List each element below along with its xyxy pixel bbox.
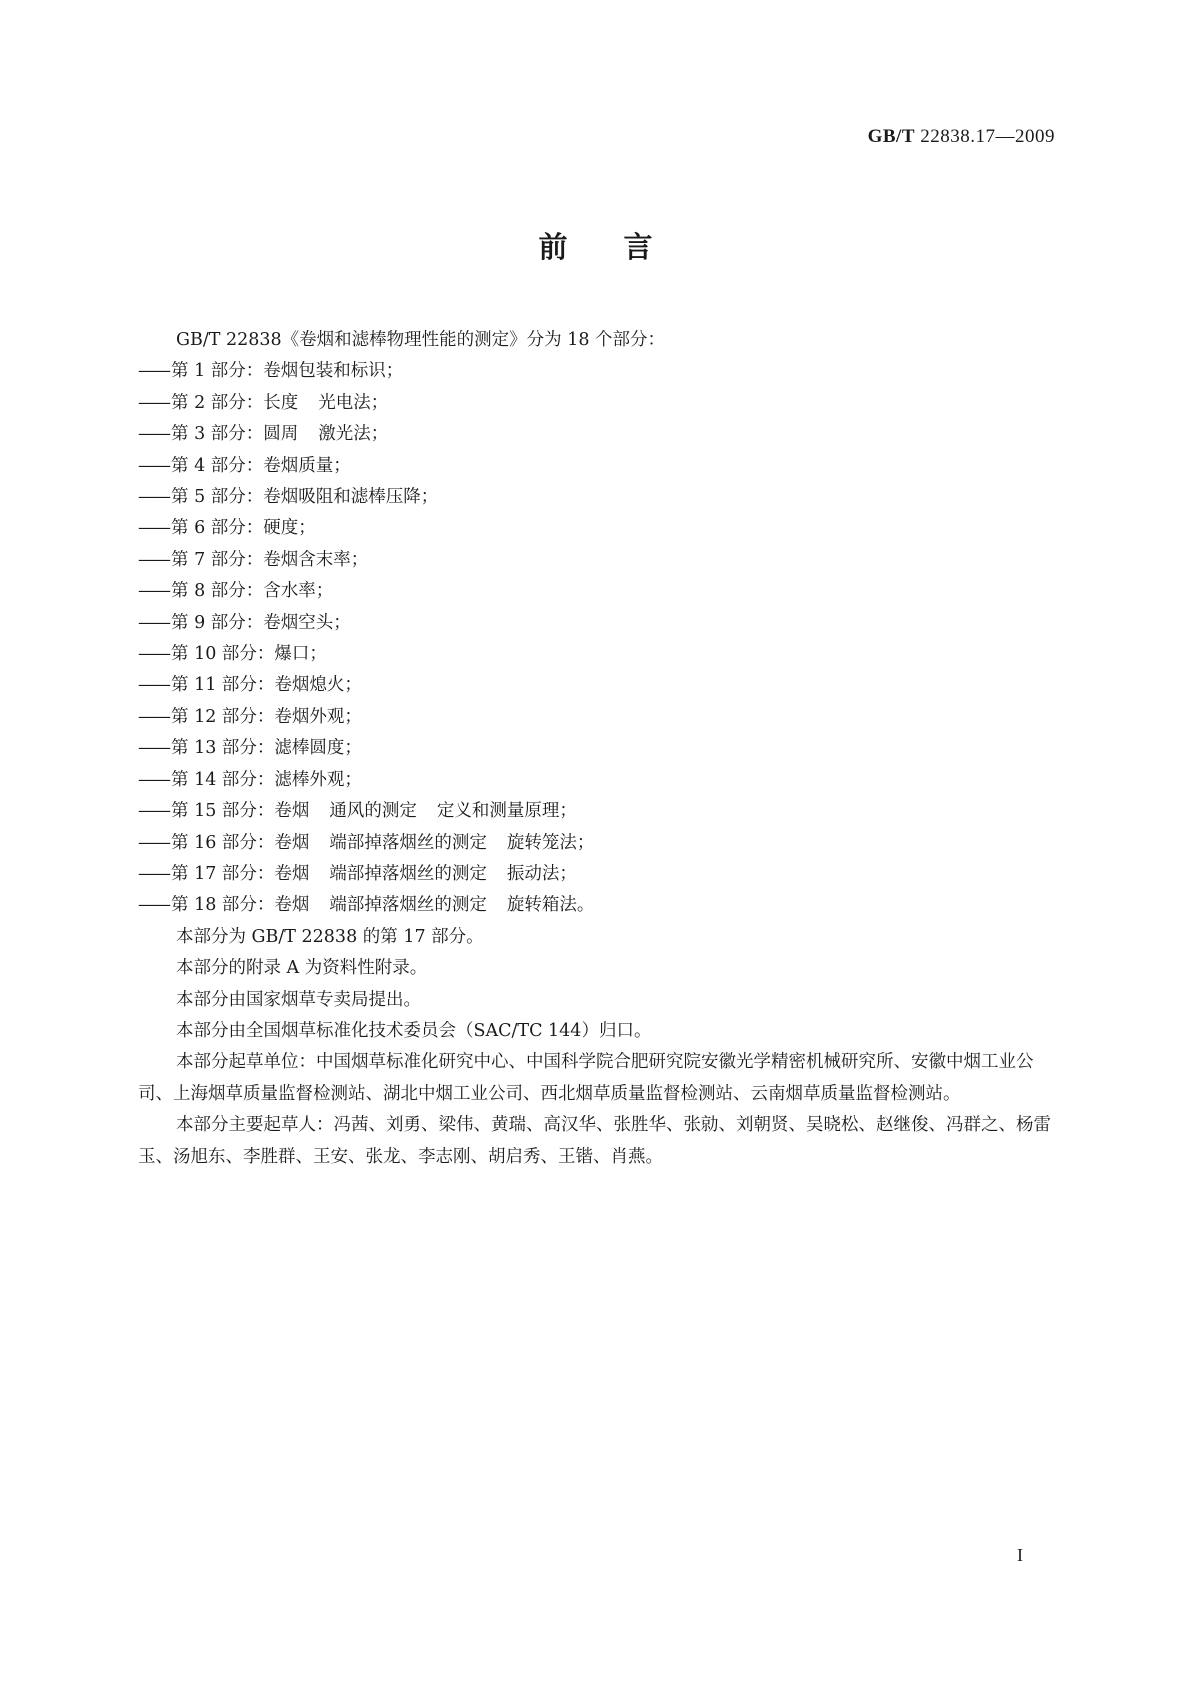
part-label: 第 10 部分： — [171, 644, 275, 665]
list-item — [138, 828, 1056, 859]
part-title-segment: 旋转箱法。 — [506, 895, 595, 916]
part-title-segment: 卷烟质量； — [263, 455, 351, 476]
part-title-segment: 端部掉落烟丝的测定 — [329, 832, 487, 853]
part-label: 第 14 部分： — [171, 769, 275, 790]
part-label: 第 16 部分： — [171, 832, 275, 853]
part-label: 第 7 部分： — [171, 549, 264, 570]
part-label: 第 2 部分： — [171, 392, 264, 413]
standard-prefix: GB/T — [867, 126, 915, 147]
list-dash: —— — [138, 455, 169, 476]
list-item — [138, 796, 1056, 827]
list-dash: —— — [138, 832, 169, 853]
part-title-segment: 卷烟包装和标识； — [263, 361, 404, 382]
part-title-segment: 卷烟熄火； — [274, 675, 362, 696]
part-title-segment: 振动法； — [506, 863, 577, 884]
statement-paragraph: 本部分由全国烟草标准化技术委员会（SAC/TC 144）归口。 — [176, 1020, 652, 1041]
list-item — [138, 639, 1056, 670]
list-dash: —— — [138, 549, 169, 570]
part-title-segment: 滤棒圆度； — [274, 738, 362, 759]
list-item — [138, 608, 1056, 639]
list-item — [138, 765, 1056, 796]
list-dash: —— — [138, 706, 169, 727]
list-item — [138, 702, 1056, 733]
list-item — [138, 513, 1056, 544]
list-item — [138, 356, 1056, 387]
part-title-segment: 光电法； — [318, 392, 389, 413]
standard-code: 22838.17—2009 — [920, 126, 1055, 147]
part-title-segment: 卷烟 — [274, 863, 310, 884]
part-title-segment: 滤棒外观； — [274, 769, 362, 790]
list-item — [138, 451, 1056, 482]
part-label: 第 12 部分： — [171, 706, 275, 727]
part-label: 第 1 部分： — [171, 361, 264, 382]
list-dash: —— — [138, 424, 169, 445]
list-dash: —— — [138, 581, 169, 602]
part-title-segment: 卷烟 — [274, 895, 310, 916]
standard-number — [868, 126, 1055, 148]
part-label: 第 15 部分： — [171, 801, 275, 822]
part-title-segment: 卷烟 — [274, 801, 310, 822]
part-title-segment: 卷烟 — [274, 832, 310, 853]
part-label: 第 9 部分： — [171, 612, 264, 633]
list-dash: —— — [138, 644, 169, 665]
list-dash: —— — [138, 392, 169, 413]
intro-paragraph: GB/T 22838《卷烟和滤棒物理性能的测定》分为 18 个部分： — [176, 330, 666, 350]
list-dash: —— — [138, 769, 169, 790]
part-title-segment: 通风的测定 — [329, 801, 417, 822]
part-title-segment: 圆周 — [263, 424, 299, 445]
part-title-segment: 长度 — [263, 392, 299, 413]
statement-paragraph: 本部分起草单位：中国烟草标准化研究中心、中国科学院合肥研究院安徽光学精密机械研究所、安徽中烟工业公司、上海烟草质量监督检测站、湖北中烟工业公司、西北烟草质量监督检测站、云南烟草质量监督检测站。 — [138, 1052, 1034, 1104]
part-title-segment: 端部掉落烟丝的测定 — [329, 863, 487, 884]
part-title-segment: 激光法； — [318, 424, 389, 445]
list-item — [138, 545, 1056, 576]
part-label: 第 6 部分： — [171, 518, 264, 539]
part-title-segment: 卷烟含末率； — [263, 549, 369, 570]
page-title: 前言 — [538, 230, 709, 264]
list-dash: —— — [138, 738, 169, 759]
list-item — [138, 859, 1056, 890]
list-item — [138, 419, 1056, 450]
part-title-segment: 卷烟外观； — [274, 706, 362, 727]
part-title-segment: 定义和测量原理； — [436, 801, 577, 822]
part-label: 第 8 部分： — [171, 581, 264, 602]
list-item — [138, 733, 1056, 764]
foreword-body — [138, 325, 1056, 1173]
statement-paragraph: 本部分为 GB/T 22838 的第 17 部分。 — [176, 926, 484, 947]
page-number: I — [1017, 1545, 1023, 1565]
parts-list — [138, 356, 1056, 921]
part-label: 第 11 部分： — [171, 675, 275, 696]
part-title-segment: 硬度； — [263, 518, 316, 539]
list-item — [138, 890, 1056, 921]
part-label: 第 5 部分： — [171, 487, 264, 508]
part-label: 第 4 部分： — [171, 455, 264, 476]
part-label: 第 3 部分： — [171, 424, 264, 445]
list-dash: —— — [138, 361, 169, 382]
statement-paragraph: 本部分主要起草人：冯茜、刘勇、梁伟、黄瑞、高汉华、张胜华、张勍、刘朝贤、吴晓松、赵继俊、冯群之、杨雷玉、汤旭东、李胜群、王安、张龙、李志刚、胡启秀、王锴、肖燕。 — [138, 1115, 1051, 1167]
list-item — [138, 388, 1056, 419]
statements — [138, 922, 1056, 1173]
list-dash: —— — [138, 675, 169, 696]
part-title-segment: 爆口； — [274, 644, 327, 665]
part-title-segment: 旋转笼法； — [506, 832, 595, 853]
part-title-segment: 卷烟空头； — [263, 612, 351, 633]
part-label: 第 13 部分： — [171, 738, 275, 759]
list-item — [138, 670, 1056, 701]
list-dash: —— — [138, 487, 169, 508]
part-title-segment: 含水率； — [263, 581, 334, 602]
statement-paragraph: 本部分由国家烟草专卖局提出。 — [176, 989, 421, 1010]
part-label: 第 18 部分： — [171, 895, 275, 916]
statement-paragraph: 本部分的附录 A 为资料性附录。 — [176, 958, 428, 979]
list-dash: —— — [138, 863, 169, 884]
list-dash: —— — [138, 801, 169, 822]
list-dash: —— — [138, 518, 169, 539]
part-label: 第 17 部分： — [171, 863, 275, 884]
part-title-segment: 端部掉落烟丝的测定 — [329, 895, 487, 916]
part-title-segment: 卷烟吸阻和滤棒压降； — [263, 487, 439, 508]
list-dash: —— — [138, 895, 169, 916]
list-item — [138, 576, 1056, 607]
list-dash: —— — [138, 612, 169, 633]
list-item — [138, 482, 1056, 513]
